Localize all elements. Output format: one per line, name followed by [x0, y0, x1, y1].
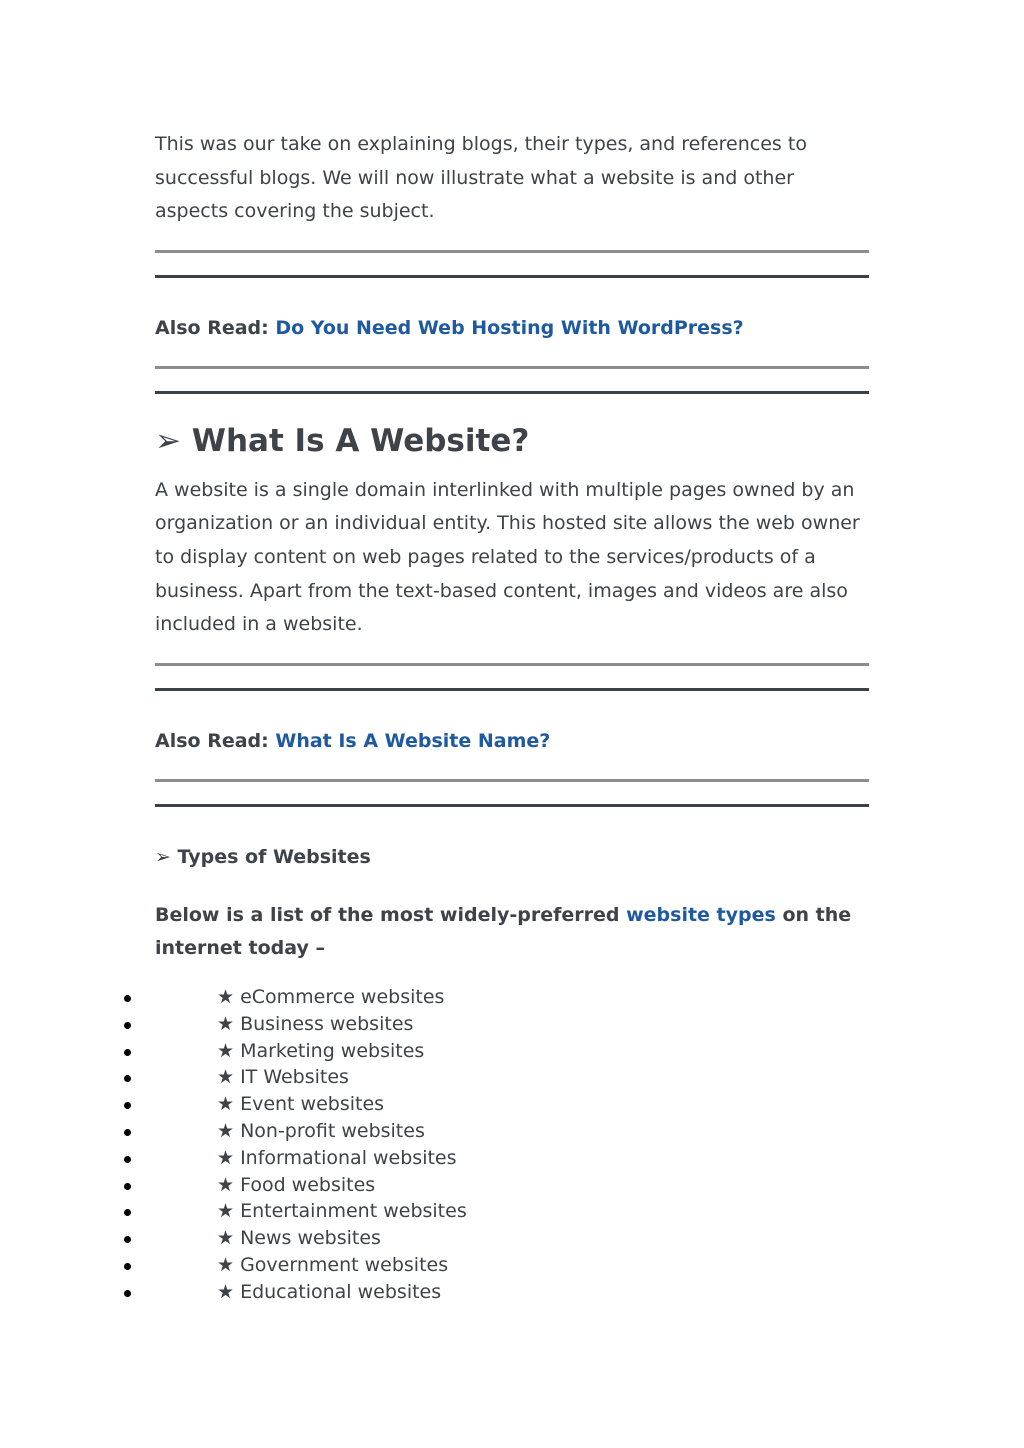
website-paragraph: A website is a single domain interlinked with multiple pages owned by an organization or an individual entity. This hosted site allows the web owner to display content on web pages related to the services/products of a business. Apart from the text-based content, images and videos are also included in a website.: [155, 478, 860, 636]
also-read-label: Also Read:: [155, 316, 269, 339]
list-item-label: ★ Non-profit websites: [217, 1119, 425, 1142]
intro-paragraph: This was our take on explaining blogs, their types, and references to successful blogs. We will now illustrate what a website is and other aspects covering the subject.: [155, 133, 807, 223]
divider-line-dark: [155, 688, 869, 691]
list-item: [0, 1172, 700, 1199]
bullet-icon: [124, 995, 131, 1002]
list-item-label: ★ Food websites: [217, 1173, 376, 1196]
heading-what-is-a-website: ➢ What Is A Website?: [155, 422, 530, 459]
website-types-link[interactable]: website types: [626, 903, 776, 926]
heading-types-of-websites: ➢ Types of Websites: [155, 845, 371, 868]
article-content: [155, 128, 869, 966]
also-read-2: [155, 726, 869, 756]
divider-line-light: [155, 779, 869, 782]
list-item-label: ★ News websites: [217, 1227, 381, 1250]
bullet-icon: [124, 1049, 131, 1056]
also-read-link-website-name[interactable]: What Is A Website Name?: [275, 729, 551, 752]
divider: [155, 366, 869, 396]
list-item: [0, 1279, 700, 1306]
divider-line-light: [155, 250, 869, 253]
list-item-label: ★ Event websites: [217, 1093, 385, 1116]
bullet-icon: [124, 1129, 131, 1136]
list-item: [0, 1252, 700, 1279]
list-item: [0, 1198, 700, 1225]
divider-line-dark: [155, 275, 869, 278]
bullet-icon: [124, 1102, 131, 1109]
divider-line-light: [155, 366, 869, 369]
bullet-icon: [124, 1156, 131, 1163]
list-item-label: ★ Business websites: [217, 1012, 414, 1035]
divider-line-dark: [155, 804, 869, 807]
list-item: [0, 1145, 700, 1172]
types-intro-before: Below is a list of the most widely-preferred: [155, 903, 620, 926]
bullet-icon: [124, 1236, 131, 1243]
list-item-label: ★ Marketing websites: [217, 1039, 425, 1062]
divider: [155, 663, 869, 693]
list-item-label: ★ eCommerce websites: [217, 986, 445, 1008]
list-item-label: ★ Entertainment websites: [217, 1200, 467, 1223]
bullet-icon: [124, 1022, 131, 1029]
list-item: [0, 1118, 700, 1145]
divider-line-dark: [155, 391, 869, 394]
list-item: [0, 1038, 700, 1065]
website-types-list: [0, 984, 700, 1306]
divider: [155, 779, 869, 809]
list-item: [0, 1064, 700, 1091]
bullet-icon: [124, 1183, 131, 1190]
list-item: [0, 984, 700, 1011]
bullet-icon: [124, 1263, 131, 1270]
also-read-label: Also Read:: [155, 729, 269, 752]
list-item: [0, 1225, 700, 1252]
list-item: [0, 1011, 700, 1038]
also-read-1: [155, 313, 869, 343]
bullet-icon: [124, 1075, 131, 1082]
list-item-label: ★ IT Websites: [217, 1066, 349, 1089]
list-item: [0, 1091, 700, 1118]
list-item-label: ★ Government websites: [217, 1253, 449, 1276]
list-item-label: ★ Informational websites: [217, 1146, 457, 1169]
divider: [155, 250, 869, 280]
list-item-label: ★ Educational websites: [217, 1280, 442, 1303]
types-intro: [155, 899, 869, 966]
bullet-icon: [124, 1209, 131, 1216]
also-read-link-web-hosting[interactable]: Do You Need Web Hosting With WordPress?: [275, 316, 744, 339]
types-intro-after: on the internet today –: [155, 903, 852, 960]
divider-line-light: [155, 663, 869, 666]
bullet-icon: [124, 1290, 131, 1297]
